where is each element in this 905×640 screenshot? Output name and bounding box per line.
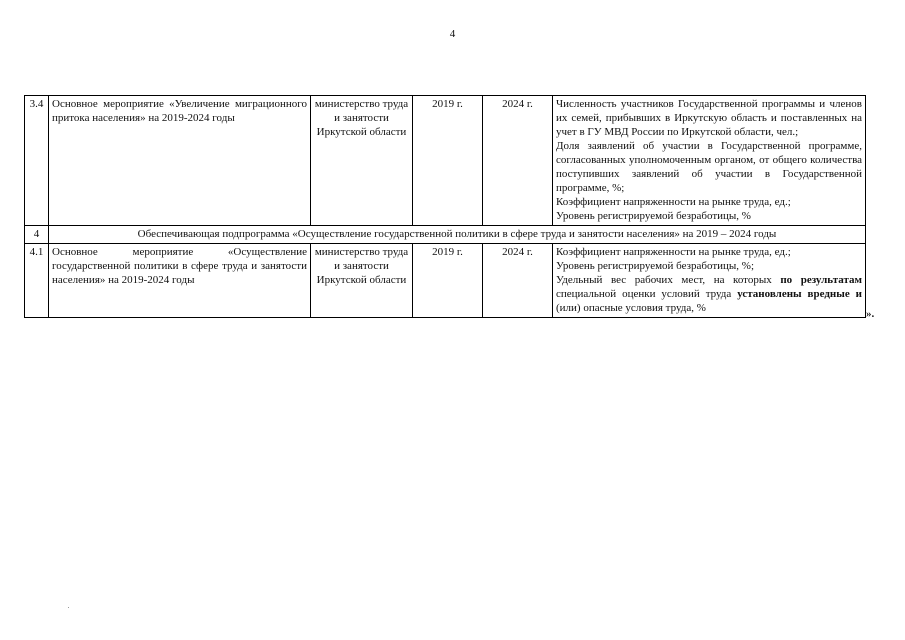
responsible-executor: министерство труда и занятости Иркутской области bbox=[311, 244, 413, 318]
indicators-cell bbox=[553, 244, 866, 318]
indicator-text: специальной оценки условий труда bbox=[556, 288, 738, 300]
table-row bbox=[25, 244, 866, 318]
start-year: 2019 г. bbox=[413, 244, 483, 318]
row-number: 3.4 bbox=[25, 96, 49, 226]
row-number: 4 bbox=[25, 226, 49, 244]
indicator-item: Численность участников Государственной программы и членов их семей, прибывших в Иркутскую область и поставленных на учет в ГУ МВД России по Иркутской области, чел.; bbox=[556, 98, 862, 138]
responsible-executor: министерство труда и занятости Иркутской области bbox=[311, 96, 413, 226]
page-number: 4 bbox=[449, 28, 456, 40]
start-year: 2019 г. bbox=[413, 96, 483, 226]
indicator-text: Удельный вес рабочих мест, на которых bbox=[556, 274, 781, 286]
indicator-item-workplaces bbox=[556, 273, 862, 315]
subprogram-title: Обеспечивающая подпрограмма «Осуществление государственной политики в сфере труда и занятости населения» на 2019 – 2024 годы bbox=[49, 226, 866, 244]
table-row bbox=[25, 96, 866, 226]
indicator-item: Уровень регистрируемой безработицы, % bbox=[556, 210, 751, 222]
indicator-bold-text: установлены вредные и bbox=[737, 288, 862, 300]
scan-speck bbox=[68, 607, 69, 608]
indicator-bold-text: по результатам bbox=[780, 274, 862, 286]
indicator-item: Доля заявлений об участии в Государственной программе, согласованных уполномоченным органом, от общего количества поступивших заявлений об участии в Государственной программе, %; bbox=[556, 140, 862, 194]
indicator-item: Коэффициент напряженности на рынке труда, ед.; bbox=[556, 196, 791, 208]
indicator-item: Уровень регистрируемой безработицы, %; bbox=[556, 260, 755, 272]
end-year: 2024 г. bbox=[483, 244, 553, 318]
closing-quote-mark: ». bbox=[866, 308, 875, 320]
measure-name: Основное мероприятие «Увеличение миграционного притока населения» на 2019-2024 годы bbox=[49, 96, 311, 226]
table-row bbox=[25, 226, 866, 244]
indicator-text: (или) опасные условия труда, % bbox=[556, 302, 706, 314]
measures-table bbox=[24, 95, 866, 318]
indicator-item: Коэффициент напряженности на рынке труда, ед.; bbox=[556, 246, 791, 258]
end-year: 2024 г. bbox=[483, 96, 553, 226]
indicators-cell bbox=[553, 96, 866, 226]
row-number: 4.1 bbox=[25, 244, 49, 318]
measure-name: Основное мероприятие «Осуществление государственной политики в сфере труда и занятости населения» на 2019-2024 годы bbox=[49, 244, 311, 318]
